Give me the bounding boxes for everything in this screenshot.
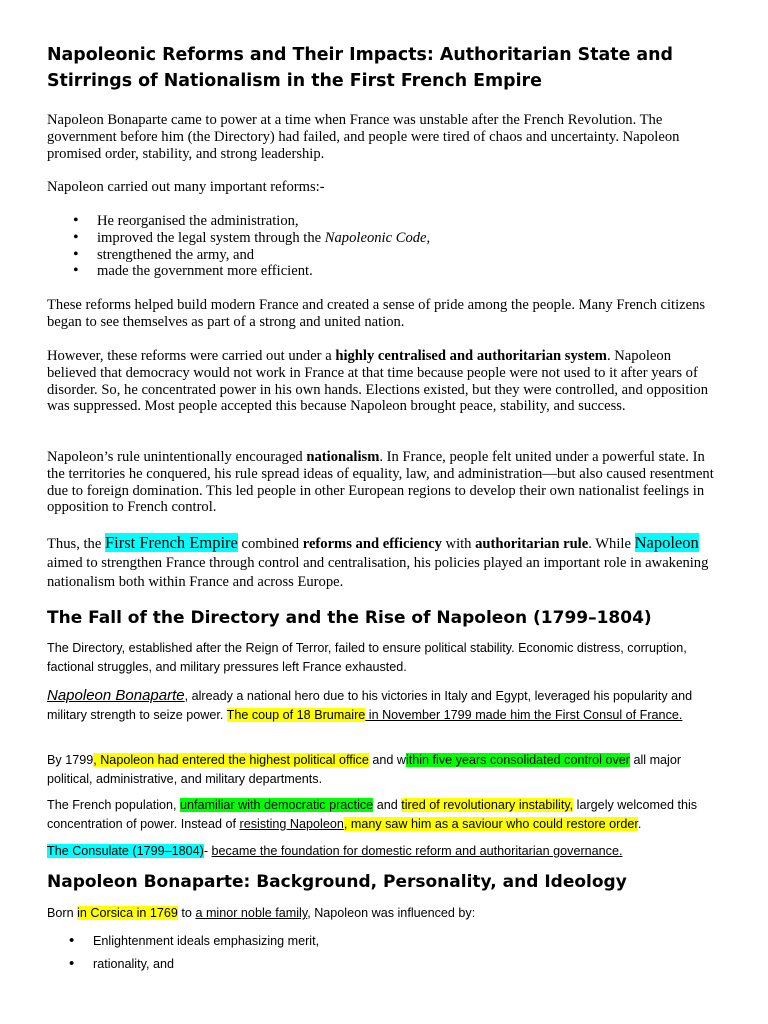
highlight-consulate: The Consulate (1799–1804) <box>47 844 204 858</box>
napoleon-bonaparte-name: Napoleon Bonaparte <box>47 687 185 704</box>
highlight-first-french-empire: First French Empire <box>104 533 238 552</box>
reforms-list <box>47 213 430 280</box>
consulate-paragraph: The Consulate (1799–1804)- became the foundation for domestic reform and authoritarian governance. <box>47 844 623 858</box>
influences-list <box>47 932 319 978</box>
highlight-unfamiliar: unfamiliar with democratic practice <box>180 798 374 812</box>
section-heading-background: Napoleon Bonaparte: Background, Personality, and Ideology <box>47 872 627 892</box>
section-heading-fall: The Fall of the Directory and the Rise of Napoleon (1799–1804) <box>47 608 652 628</box>
highlight-tired: tired of revolutionary instability, <box>401 798 574 812</box>
nationalism-paragraph: Napoleon’s rule unintentionally encouraged nationalism. In France, people felt united under a powerful state. In the territories he conquered, his rule spread ideas of equality, law, and administration—but also caused resentment due to foreign domination. This led people in other European regions to develop their own nationalist feelings in opposition to French control. <box>47 449 714 516</box>
pride-paragraph: These reforms helped build modern France and created a sense of pride among the people. Many French citizens began to see themselves as part of a strong and united nation. <box>47 297 706 330</box>
napoleonic-code-term: Napoleonic Code <box>324 229 427 246</box>
highlight-saviour: , many saw him as a saviour who could restore order <box>343 816 638 831</box>
list-item: • Enlightenment ideals emphasizing merit, <box>47 932 319 955</box>
list-item: • He reorganised the administration, <box>47 213 430 230</box>
intro-paragraph: Napoleon Bonaparte came to power at a time when France was unstable after the French Revolution. The government before him (the Directory) had failed, and people were tired of chaos and uncertainty. Napoleon promised order, stability, and strong leadership. <box>47 112 680 162</box>
document-title: Napoleonic Reforms and Their Impacts: Authoritarian State and Stirrings of Nationalism in the First French Empire <box>47 45 673 91</box>
reforms-lead: Napoleon carried out many important reforms:- <box>47 179 325 195</box>
by-1799-paragraph: By 1799, Napoleon had entered the highest political office and within five years consolidated control over all major political, administrative, and military departments. <box>47 753 682 786</box>
bonaparte-paragraph: Napoleon Bonaparte, already a national hero due to his victories in Italy and Egypt, leveraged his popularity and military strength to seize power. The coup of 18 Brumaire in November 1799 made him the First Consul of France. <box>47 687 693 722</box>
highlight-napoleon: Napoleon <box>634 533 699 552</box>
list-item: • made the government more efficient. <box>47 263 430 280</box>
authoritarian-paragraph: However, these reforms were carried out under a highly centralised and authoritarian system. Napoleon believed that democracy would not work in France at that time because people were not used to it after years of disorder. So, he concentrated power in his own hands. Elections existed, but they were controlled, and opposition was suppressed. Most people accepted this because Napoleon brought peace, stability, and success. <box>47 348 709 415</box>
born-paragraph: Born in Corsica in 1769 to a minor noble family, Napoleon was influenced by: <box>47 906 476 920</box>
directory-paragraph: The Directory, established after the Reign of Terror, failed to ensure political stability. Economic distress, corruption, factional struggles, and military pressures left France exhausted. <box>47 641 687 674</box>
list-item: • rationality, and <box>47 955 319 978</box>
highlight-coup: The coup of 18 Brumaire <box>226 707 366 722</box>
conclusion-paragraph: Thus, the First French Empire combined reforms and efficiency with authoritarian rule. While Napoleon aimed to strengthen France through control and centralisation, his policies played an important role in awakening nationalism both within France and across Europe. <box>47 533 709 590</box>
highlight-control: ithin five years consolidated control over <box>405 753 630 767</box>
list-item: • improved the legal system through the Napoleonic Code, <box>47 230 430 247</box>
list-item: • strengthened the army, and <box>47 247 430 264</box>
highlight-corsica: in Corsica in 1769 <box>77 906 178 920</box>
highlight-office: , Napoleon had entered the highest political office <box>93 753 369 767</box>
population-paragraph: The French population, unfamiliar with democratic practice and tired of revolutionary instability, largely welcomed this concentration of power. Instead of resisting Napoleon, many saw him as a saviour who could restore order. <box>47 798 698 831</box>
